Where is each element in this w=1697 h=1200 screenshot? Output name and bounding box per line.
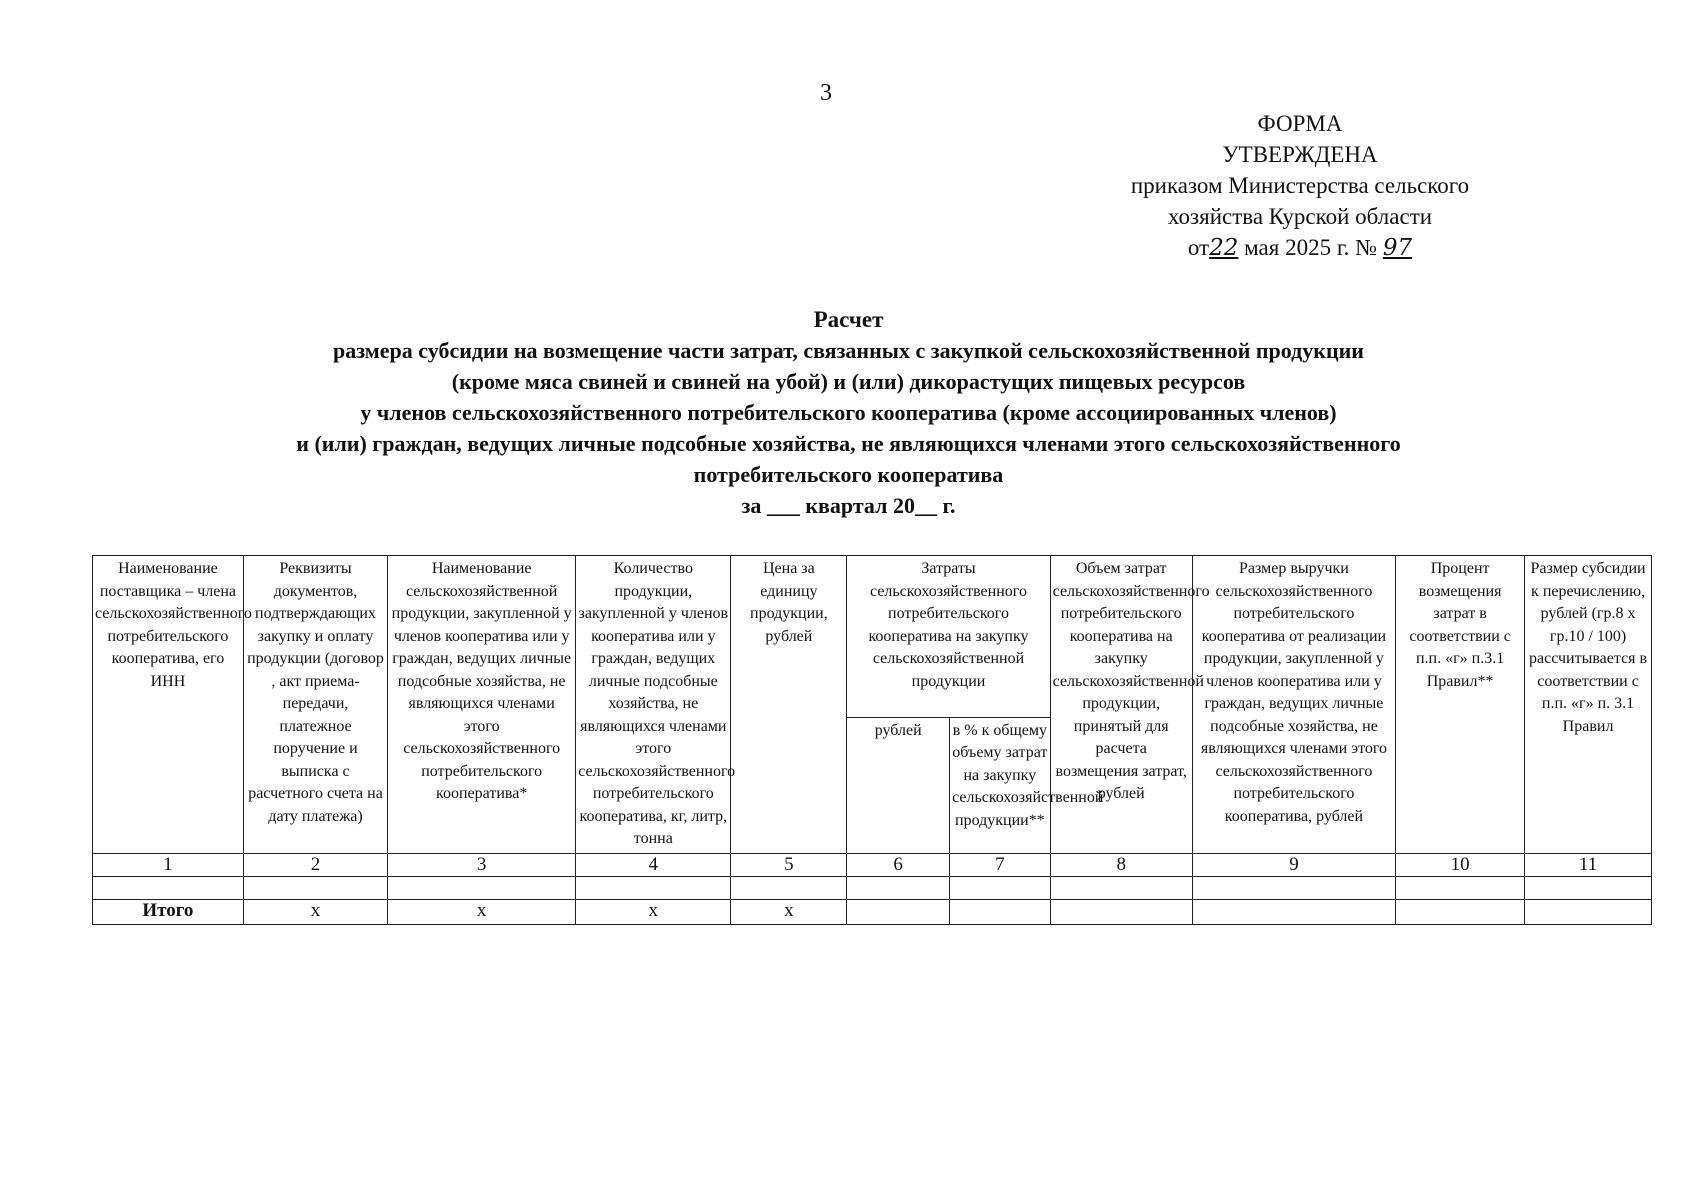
title-line-5: потребительского кооператива (693, 462, 1004, 487)
table-cell (1192, 876, 1395, 899)
title-line-4: и (или) граждан, ведущих личные подсобные хозяйства, не являющихся членами этого сельскохозяйственного (296, 431, 1401, 456)
header-costs-percent: в % к общему объему затрат на закупку сельскохозяйственной продукции** (950, 717, 1051, 853)
table-cell (847, 876, 950, 899)
total-cell (1525, 899, 1652, 924)
column-number: 10 (1396, 853, 1525, 876)
calculation-table (92, 555, 1652, 925)
table-cell (731, 876, 847, 899)
header-reimbursement-percent: Процент возмещения затрат в соответствии с п.п. «г» п.3.1 Правил** (1396, 556, 1525, 854)
header-subsidy-amount: Размер субсидии к перечислению, рублей (гр.8 х гр.10 / 100) рассчитывается в соответствии с п.п. «г» п. 3.1 Правил (1525, 556, 1652, 854)
total-cell (950, 899, 1051, 924)
table-cell (388, 876, 576, 899)
column-number: 6 (847, 853, 950, 876)
approval-stamp (1085, 108, 1515, 264)
column-number: 1 (93, 853, 244, 876)
date-day: 22 (1209, 235, 1239, 261)
approval-order-line: приказом Министерства сельского (1130, 173, 1470, 198)
order-number: 97 (1382, 235, 1413, 261)
approval-form-label: ФОРМА (1257, 111, 1343, 136)
document-title (60, 304, 1637, 521)
column-number: 5 (731, 853, 847, 876)
date-prefix: от (1187, 235, 1210, 260)
total-cell (847, 899, 950, 924)
approval-date-line (1085, 232, 1515, 264)
total-cell: х (731, 899, 847, 924)
table-cell (93, 876, 244, 899)
table-cell (1396, 876, 1525, 899)
title-line-3: у членов сельскохозяйственного потребительского кооператива (кроме ассоциированных членов) (360, 400, 1337, 425)
column-number: 7 (950, 853, 1051, 876)
header-documents: Реквизиты документов, подтверждающих закупку и оплату продукции (договор , акт приема-передачи, платежное поручение и выписка с расчетного счета на дату платежа) (243, 556, 387, 854)
column-number: 11 (1525, 853, 1652, 876)
table-cell (576, 876, 731, 899)
approval-ministry-line: хозяйства Курской области (1167, 204, 1433, 229)
header-quantity: Количество продукции, закупленной у членов кооператива или у граждан, ведущих личные подсобные хозяйства, не являющихся членами этого сельскохозяйственного потребительского кооператива, кг, литр, тонна (576, 556, 731, 854)
empty-data-row (93, 876, 1652, 899)
total-cell (1050, 899, 1192, 924)
page-number: 3 (820, 80, 832, 106)
table-cell (950, 876, 1051, 899)
total-cell (1192, 899, 1395, 924)
header-supplier: Наименование поставщика – члена сельскохозяйственного потребительского кооператива, его ИНН (93, 556, 244, 854)
column-number: 4 (576, 853, 731, 876)
header-unit-price: Цена за единицу продукции, рублей (731, 556, 847, 854)
title-line-2: (кроме мяса свиней и свиней на убой) и (или) дикорастущих пищевых ресурсов (451, 369, 1246, 394)
header-costs-group: Затраты сельскохозяйственного потребительского кооператива на закупку сельскохозяйственной продукции (847, 556, 1050, 718)
header-revenue: Размер выручки сельскохозяйственного потребительского кооператива от реализации продукции, закупленной у членов кооператива или у граждан, ведущих личные подсобные хозяйства, не являющихся членами этого сельскохозяйственного потребительского кооператива, рублей (1192, 556, 1395, 854)
total-row (93, 899, 1652, 924)
approval-approved-label: УТВЕРЖДЕНА (1222, 142, 1378, 167)
total-cell: х (576, 899, 731, 924)
title-period: за ___ квартал 20__ г. (741, 493, 956, 518)
title-heading: Расчет (813, 307, 884, 332)
header-product-name: Наименование сельскохозяйственной продукции, закупленной у членов кооператива или у граждан, ведущих личные подсобные хозяйства, не являющихся членами этого сельскохозяйственного потребительского кооператива* (388, 556, 576, 854)
header-row (93, 556, 1652, 718)
total-label: Итого (93, 899, 244, 924)
total-cell: х (388, 899, 576, 924)
column-number: 8 (1050, 853, 1192, 876)
column-number: 3 (388, 853, 576, 876)
title-line-1: размера субсидии на возмещение части затрат, связанных с закупкой сельскохозяйственной продукции (333, 338, 1364, 363)
table-cell (243, 876, 387, 899)
header-cost-volume: Объем затрат сельскохозяйственного потребительского кооператива на закупку сельскохозяйственной продукции, принятый для расчета возмещения затрат, рублей (1050, 556, 1192, 854)
table-cell (1050, 876, 1192, 899)
column-numbers-row (93, 853, 1652, 876)
total-cell: х (243, 899, 387, 924)
table-cell (1525, 876, 1652, 899)
header-costs-rubles: рублей (847, 717, 950, 853)
total-cell (1396, 899, 1525, 924)
column-number: 9 (1192, 853, 1395, 876)
date-rest: мая 2025 г. № (1244, 235, 1378, 260)
column-number: 2 (243, 853, 387, 876)
